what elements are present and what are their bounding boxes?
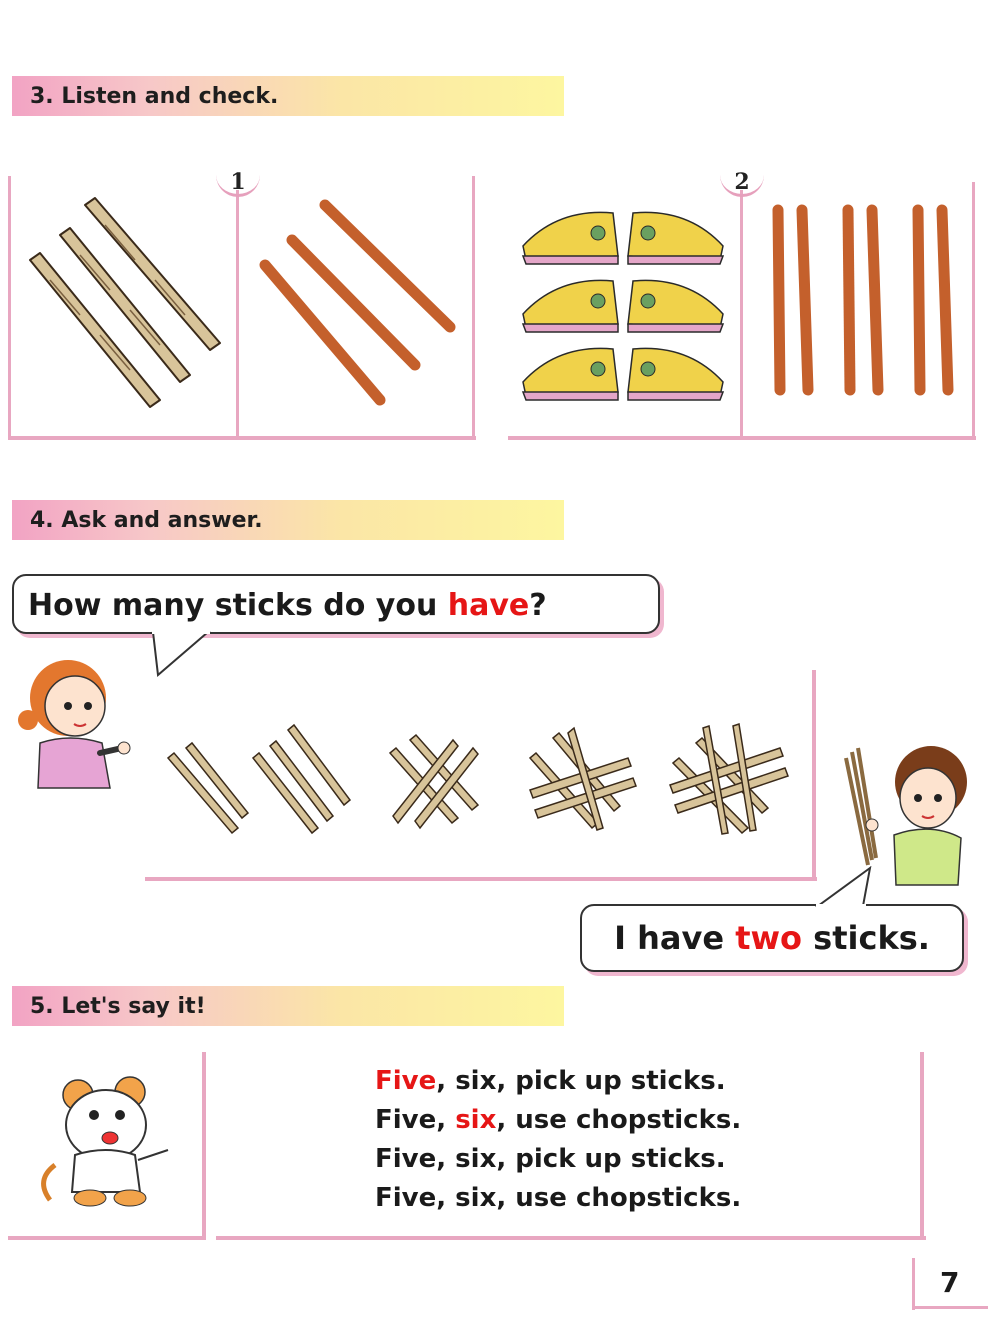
section-3-header [12, 76, 564, 116]
chant-line-2: Five, six, use chopsticks. [375, 1105, 742, 1135]
section-5-left-frame-bottom [8, 1236, 206, 1240]
section-5-title: 5. Let's say it! [30, 994, 206, 1019]
group-five-sticks [530, 728, 636, 830]
page-number-frame-left [912, 1258, 915, 1310]
question-mark: ? [529, 588, 547, 623]
wooden-sticks-image[interactable] [20, 195, 230, 415]
section-3-title: 3. Listen and check. [30, 84, 279, 109]
question-text: How many sticks do you [28, 588, 448, 623]
question-highlight: have [447, 588, 530, 623]
section-4-frame-right [812, 670, 816, 881]
chopsticks-image[interactable] [250, 195, 460, 410]
section-4-header [12, 500, 564, 540]
page-number: 7 [940, 1266, 960, 1299]
answer-text: I have [614, 919, 736, 957]
answer-text-end: sticks. [802, 919, 930, 957]
panel-1-number: 1 [216, 172, 260, 197]
chant-line-3: Five, six, pick up sticks. [375, 1144, 726, 1174]
chant-text [375, 1062, 741, 1218]
chant-line-4: Five, six, use chopsticks. [375, 1183, 742, 1213]
section-5-header [12, 986, 564, 1026]
question-bubble-tail [148, 630, 218, 680]
stick-groups-image [158, 718, 798, 843]
group-four-sticks [390, 735, 478, 828]
section-5-left-frame-right [202, 1052, 206, 1240]
section-5-right-frame-bottom [216, 1236, 926, 1240]
group-two-sticks [168, 743, 248, 833]
answer-bubble [580, 904, 964, 972]
answer-highlight: two [735, 919, 803, 957]
chant-line-1: Five, six, pick up sticks. [375, 1066, 726, 1096]
group-three-sticks [253, 725, 350, 833]
section-4-frame-bottom [145, 877, 817, 881]
sneakers-image[interactable] [518, 198, 730, 406]
group-six-sticks [670, 724, 788, 834]
chopstick-pairs-image[interactable] [760, 200, 965, 400]
page-number-frame-bottom [912, 1306, 988, 1309]
panel-2-number: 2 [720, 172, 764, 197]
girl-illustration [10, 648, 135, 798]
section-5-right-frame-right [920, 1052, 924, 1240]
answer-bubble-tail [808, 866, 878, 910]
mouse-illustration [30, 1070, 180, 1210]
section-4-title: 4. Ask and answer. [30, 508, 263, 533]
question-bubble [12, 574, 660, 634]
